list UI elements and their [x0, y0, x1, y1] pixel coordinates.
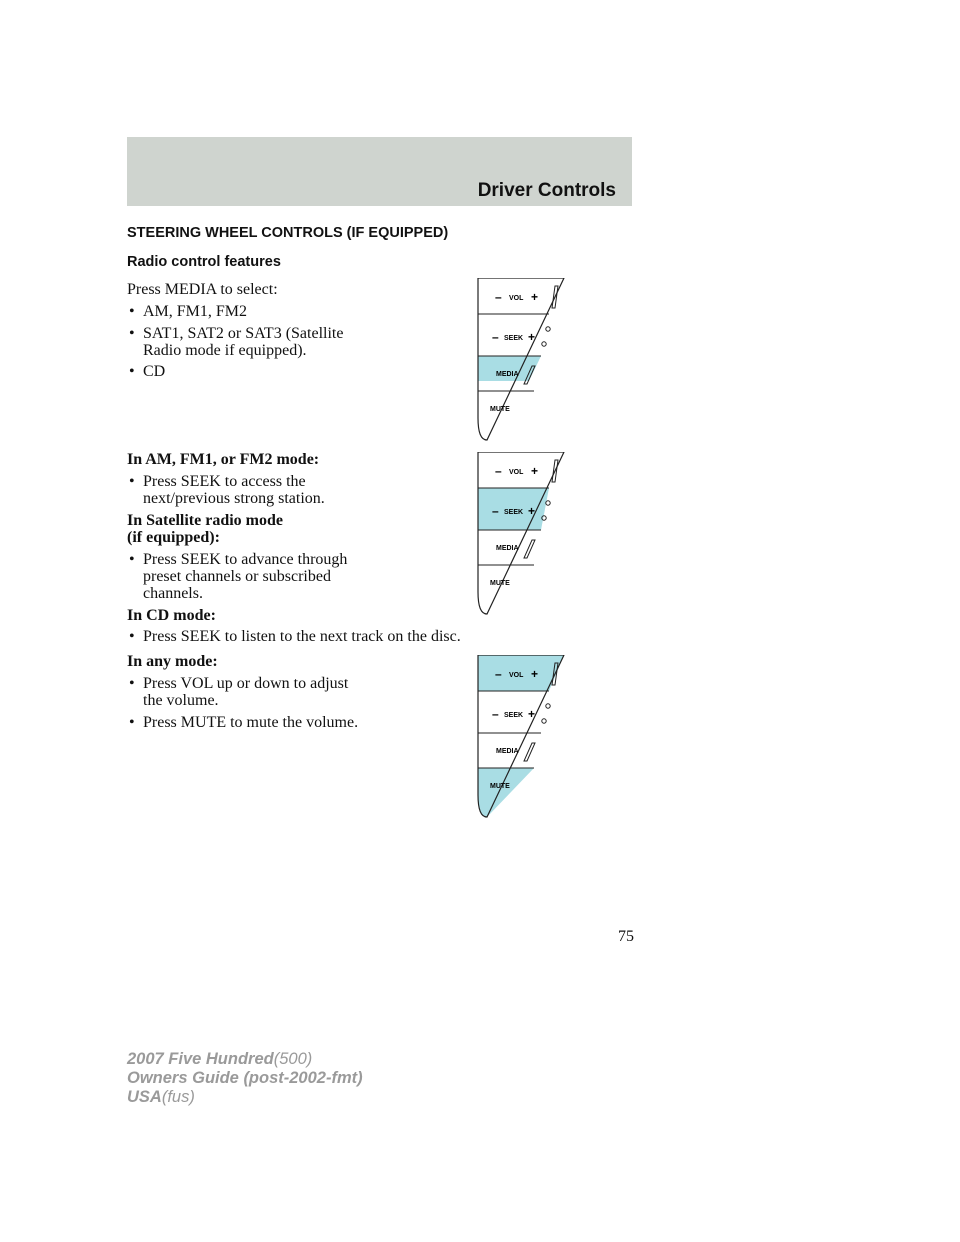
footer-line-1	[127, 1050, 363, 1069]
bullet: •	[129, 714, 135, 731]
bullet: •	[129, 325, 135, 342]
seek-label: SEEK	[504, 712, 524, 719]
list-item-text: Press VOL up or down to adjust	[143, 675, 349, 692]
list-item	[129, 714, 358, 732]
media-label: MEDIA	[496, 545, 519, 552]
section-title: STEERING WHEEL CONTROLS (IF EQUIPPED)	[127, 225, 449, 241]
seek-plus-label: +	[528, 707, 536, 721]
seek-label: SEEK	[504, 509, 524, 516]
seek-minus-label: –	[492, 330, 499, 344]
list-item-continuation: the volume.	[143, 692, 219, 709]
header-title: Driver Controls	[477, 180, 616, 201]
media-slot-icon	[524, 540, 535, 558]
mute-highlight	[478, 768, 534, 817]
seek-minus-label: –	[492, 504, 499, 518]
footer-line-3	[127, 1088, 363, 1107]
footer-market: USA	[127, 1088, 162, 1106]
list-item	[129, 675, 348, 693]
bullet: •	[129, 303, 135, 320]
seek-minus-label: –	[492, 707, 499, 721]
control-border	[478, 452, 564, 614]
seek-dot-icon	[546, 501, 550, 505]
seek-label: SEEK	[504, 335, 524, 342]
page-number: 75	[618, 928, 634, 945]
satellite-heading: In Satellite radio mode	[127, 512, 283, 529]
vol-label: VOL	[509, 469, 524, 476]
any-mode-heading: In any mode:	[127, 653, 218, 670]
list-item-text: Press MUTE to mute the volume.	[143, 714, 359, 731]
list-item	[129, 303, 247, 321]
vol-minus-label: –	[495, 667, 502, 681]
footer-market-code: (fus)	[161, 1088, 195, 1106]
steering-controls-seek-diagram	[476, 452, 566, 618]
vol-label: VOL	[509, 295, 524, 302]
seek-plus-label: +	[528, 330, 536, 344]
vol-plus-label: +	[531, 667, 539, 681]
cd-heading: In CD mode:	[127, 607, 216, 624]
mute-label: MUTE	[490, 580, 510, 587]
list-item	[129, 325, 343, 343]
list-item-continuation: preset channels or subscribed	[143, 568, 331, 585]
steering-controls-vol-mute-diagram	[476, 655, 566, 821]
list-item-continuation: Radio mode if equipped).	[143, 342, 307, 359]
footer-model-code: (500)	[273, 1050, 313, 1068]
bullet: •	[129, 363, 135, 380]
subsection-title: Radio control features	[127, 254, 281, 270]
header-bar	[127, 137, 632, 206]
vol-minus-label: –	[495, 290, 502, 304]
satellite-heading-2: (if equipped):	[127, 529, 220, 546]
list-item-text: Press SEEK to access the	[143, 473, 306, 490]
list-item	[129, 363, 165, 381]
steering-controls-media-diagram	[476, 278, 566, 444]
footer	[127, 1050, 363, 1107]
list-item-text: AM, FM1, FM2	[143, 303, 248, 320]
vol-plus-label: +	[531, 290, 539, 304]
footer-model: 2007 Five Hundred	[127, 1050, 274, 1068]
list-item-continuation: next/previous strong station.	[143, 490, 325, 507]
intro-text: Press MEDIA to select:	[127, 281, 278, 298]
list-item-text: Press SEEK to listen to the next track on the disc.	[143, 628, 461, 645]
footer-line-2: Owners Guide (post-2002-fmt)	[127, 1069, 363, 1087]
seek-dot-icon	[546, 704, 550, 708]
media-slot-icon	[524, 743, 535, 761]
seek-dot-icon	[542, 342, 546, 346]
media-label: MEDIA	[496, 748, 519, 755]
seek-plus-label: +	[528, 504, 536, 518]
list-item-text: Press SEEK to advance through	[143, 551, 348, 568]
mute-label: MUTE	[490, 783, 510, 790]
list-item	[129, 551, 347, 569]
mute-label: MUTE	[490, 406, 510, 413]
bullet: •	[129, 473, 135, 490]
list-item	[129, 628, 461, 646]
seek-dot-icon	[542, 719, 546, 723]
bullet: •	[129, 675, 135, 692]
list-item-continuation: channels.	[143, 585, 203, 602]
list-item	[129, 473, 306, 491]
seek-dot-icon	[546, 327, 550, 331]
vol-minus-label: –	[495, 464, 502, 478]
media-label: MEDIA	[496, 371, 519, 378]
list-item-text: CD	[143, 363, 166, 380]
am-fm-heading: In AM, FM1, or FM2 mode:	[127, 451, 320, 468]
vol-label: VOL	[509, 672, 524, 679]
bullet: •	[129, 628, 135, 645]
bullet: •	[129, 551, 135, 568]
vol-plus-label: +	[531, 464, 539, 478]
list-item-text: SAT1, SAT2 or SAT3 (Satellite	[143, 325, 344, 342]
